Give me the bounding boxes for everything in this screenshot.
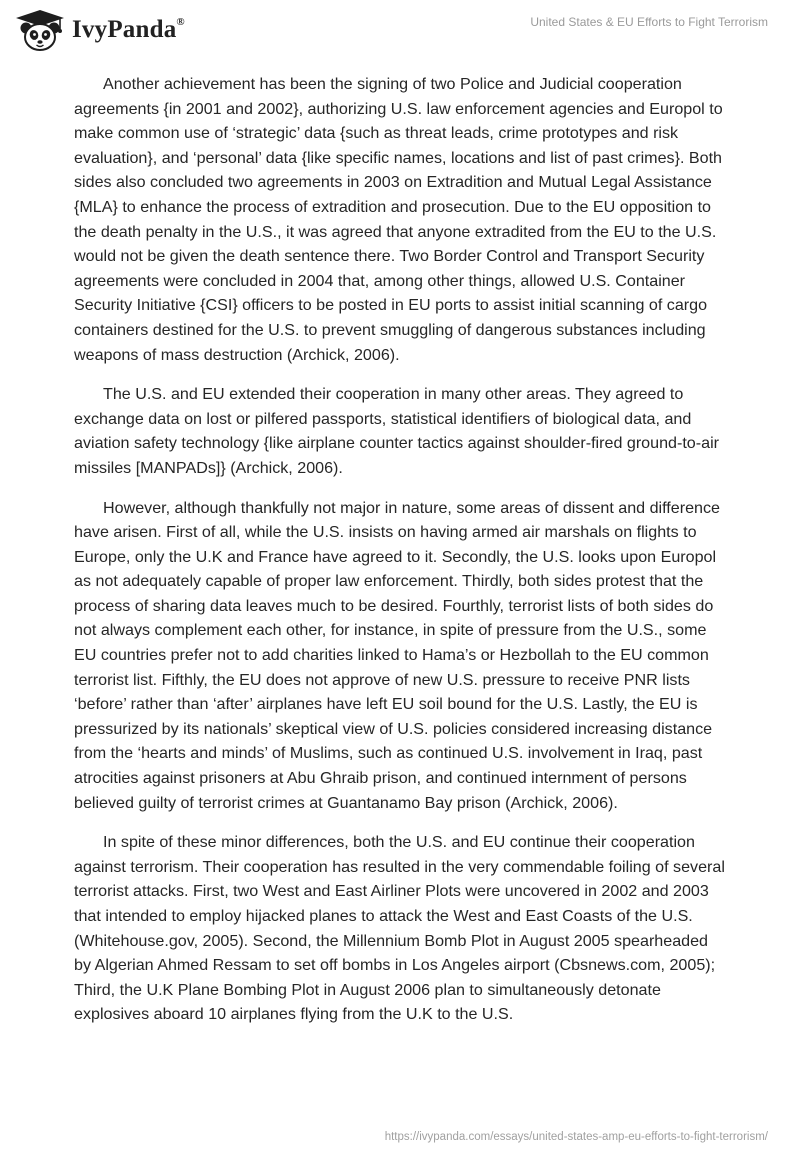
panda-graduation-cap-icon	[14, 8, 66, 52]
page-header	[0, 0, 800, 60]
source-url[interactable]: https://ivypanda.com/essays/united-states-amp-eu-efforts-to-fight-terrorism/	[384, 1131, 768, 1143]
paragraph: However, although thankfully not major in nature, some areas of dissent and difference have arisen. First of all, while the U.S. insists on having armed air marshals on flights to Europe, only the U.K and France have agreed to it. Secondly, the U.S. looks upon Europol as not adequately capable of proper law enforcement. Thirdly, both sides protest that the process of sharing data leaves much to be desired. Fourthly, terrorist lists of both sides do not always complement each other, for instance, in spite of pressure from the U.S., some EU countries prefer not to add charities linked to Hama’s or Hezbollah to the EU common terrorist list. Fifthly, the EU does not approve of new U.S. pressure to receive PNR lists ‘before’ rather than ‘after’ airplanes have left EU soil bound for the U.S. Lastly, the EU is pressurized by its nationals’ skeptical view of U.S. policies considered increasing distance from the ‘hearts and minds’ of Muslims, such as continued U.S. involvement in Iraq, past atrocities against prisoners at Abu Ghraib prison, and continued internment of persons believed guilty of terrorist crimes at Guantanamo Bay prison (Archick, 2006).	[74, 498, 720, 812]
essay-body	[74, 72, 726, 1042]
brand-name	[72, 16, 185, 44]
registered-mark: ®	[176, 15, 185, 28]
brand-text: IvyPanda	[72, 16, 177, 43]
document-title: United States & EU Efforts to Fight Terrorism	[530, 15, 768, 29]
brand-logo[interactable]	[14, 8, 185, 52]
paragraph: Another achievement has been the signing of two Police and Judicial cooperation agreements {in 2001 and 2002}, authorizing U.S. law enforcement agencies and Europol to make common use of ‘strategic’ data {such as threat leads, crime prototypes and risk evaluation}, and ‘personal’ data {like specific names, locations and list of past crimes}. Both sides also concluded two agreements in 2003 on Extradition and Mutual Legal Assistance {MLA} to enhance the process of extradition and prosecution. Due to the EU opposition to the death penalty in the U.S., it was agreed that anyone extradited from the EU to the U.S. would not be given the death sentence there. Two Border Control and Transport Security agreements were concluded in 2004 that, among other things, allowed U.S. Container Security Initiative {CSI} officers to be posted in EU ports to assist initial scanning of cargo containers destined for the U.S. to prevent smuggling of dangerous substances including weapons of mass destruction (Archick, 2006).	[74, 75, 723, 364]
paragraph: The U.S. and EU extended their cooperation in many other areas. They agreed to exchange data on lost or pilfered passports, statistical identifiers of biological data, and aviation safety technology {like airplane counter tactics against shoulder-fired ground-to-air missiles [MANPADs]} (Archick, 2006).	[74, 385, 720, 477]
paragraph: In spite of these minor differences, both the U.S. and EU continue their cooperation against terrorism. Their cooperation has resulted in the very commendable foiling of several terrorist attacks. First, two West and East Airliner Plots were uncovered in 2002 and 2003 that intended to employ hijacked planes to attack the West and East Coasts of the U.S. (Whitehouse.gov, 2005). Second, the Millennium Bomb Plot in August 2005 spearheaded by Algerian Ahmed Ressam to set off bombs in Los Angeles airport (Cbsnews.com, 2005); Third, the U.K Plane Bombing Plot in August 2006 plan to simultaneously detonate explosives aboard 10 airplanes flying from the U.K to the U.S.	[74, 833, 725, 1024]
